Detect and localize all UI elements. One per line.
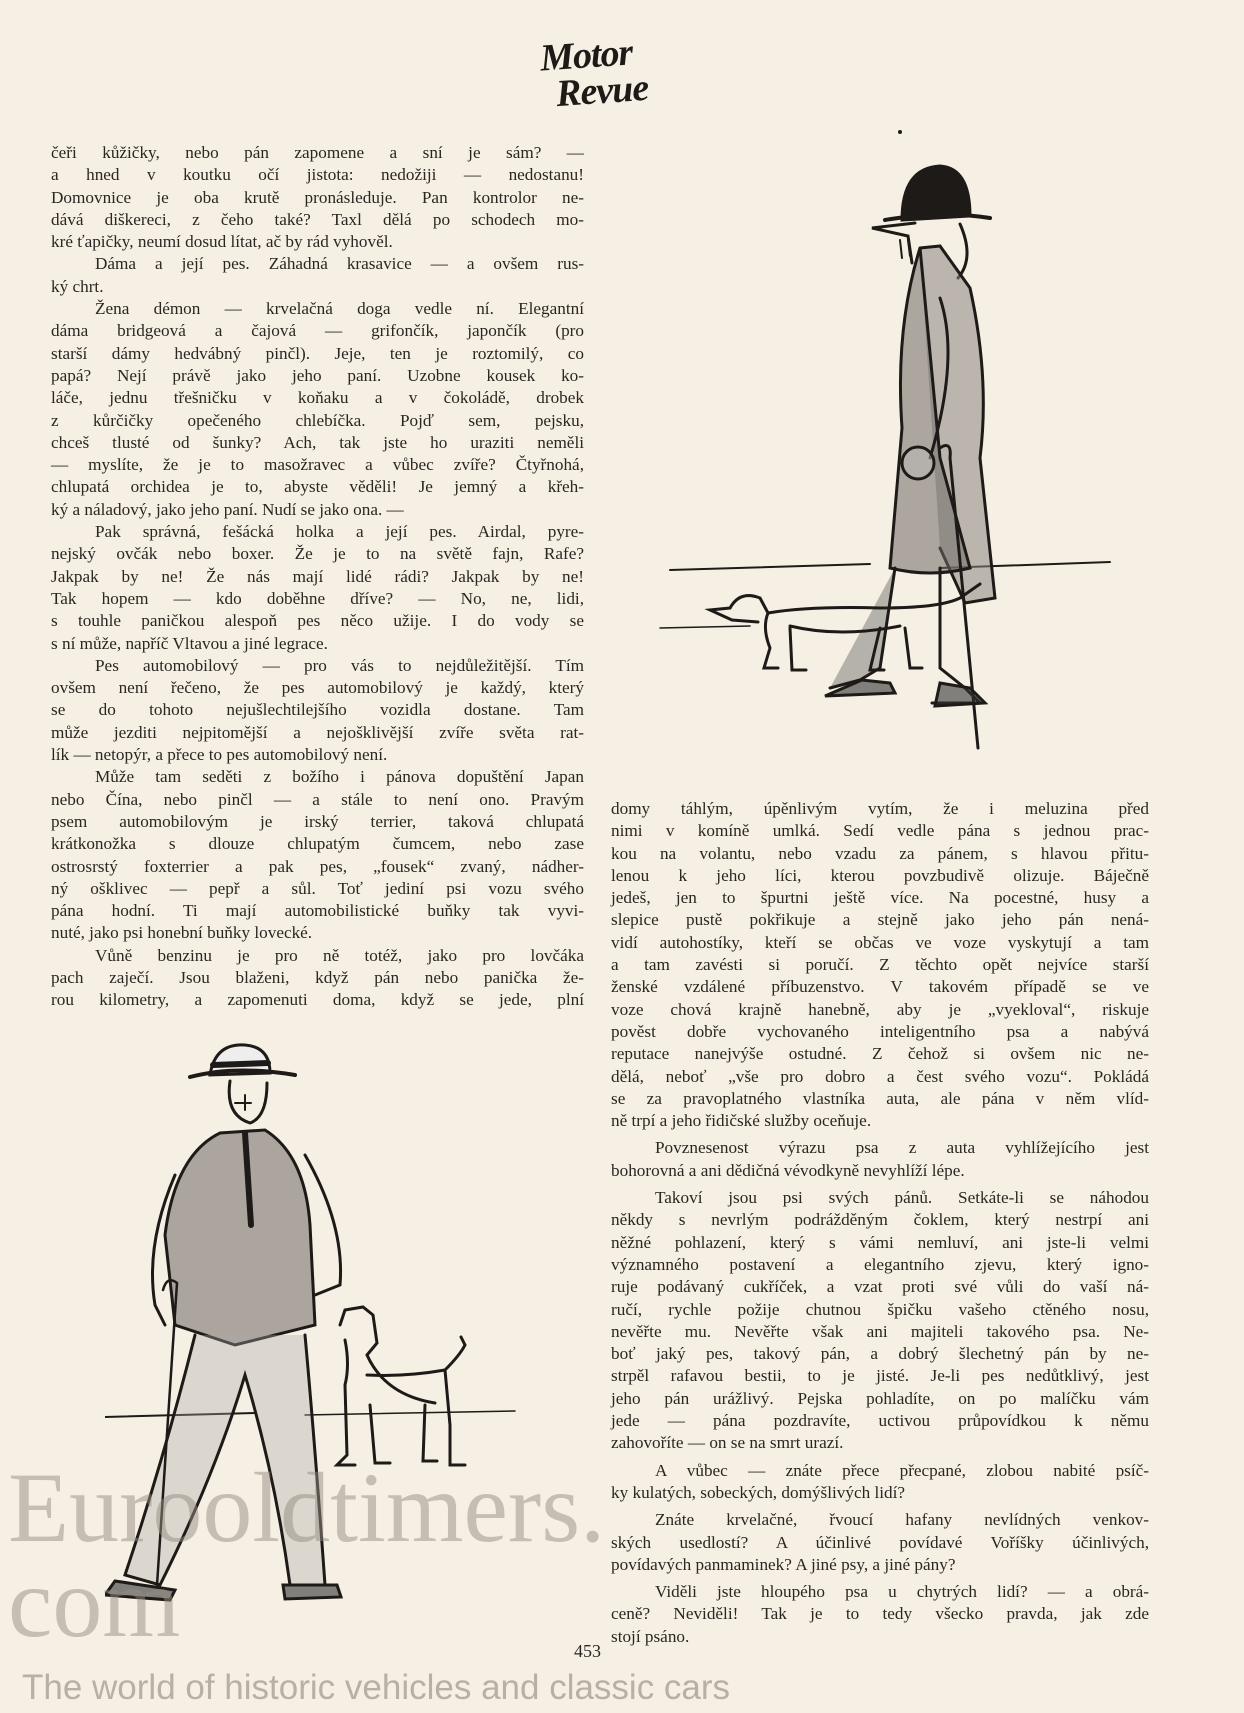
paragraph: [51, 521, 584, 655]
text-line: pach zaječí. Jsou blaženi, když pán nebo panička že-: [51, 967, 584, 987]
text-line: domy táhlým, úpěnlivým vytím, že i meluzina před: [611, 799, 1149, 818]
text-line: — myslíte, že je to masožravec a vůbec zvíře? Čtyřnohá,: [51, 455, 584, 475]
text-line: se do tohoto nejušlechtilejšího vozidla dostane. Tam: [51, 700, 584, 720]
text-line: stojí psáno.: [611, 1626, 690, 1646]
text-line: Povznesenost výrazu psa z auta vyhlížejícího jest: [655, 1138, 1149, 1158]
paragraph: [51, 766, 584, 944]
text-line: ký a náladový, jako jeho paní. Nudí se jako ona. —: [51, 499, 404, 519]
text-line: jedeš, jen to špurtni ještě více. Na pocestné, husy a: [611, 888, 1149, 908]
text-line: psem automobilovým je irský terrier, taková chlupatá: [51, 811, 584, 831]
illustration-man-with-dachshund: [640, 128, 1130, 778]
paragraph: [51, 298, 584, 521]
text-line: z kůrčičky opečeného chlebíčka. Pojď sem, pejsku,: [51, 410, 584, 430]
text-line: chceš tlusté od šunky? Ach, tak jste ho uraziti neměli: [51, 432, 584, 452]
logo-line-1: Motor: [538, 31, 634, 80]
paragraph: [51, 253, 584, 298]
text-line: pána hodní. Ti mají automobilistické buňky tak vyvi-: [51, 901, 584, 921]
text-line: ženské vzdálené příbuzenstvo. V takovém případě se ve: [611, 977, 1149, 997]
text-line: chlupatá orchidea je to, abyste věděli! Je jemný a křeh-: [51, 477, 584, 497]
text-line: lenou k jeho líci, kterou povzbudivě olizuje. Báječně: [611, 865, 1149, 885]
text-line: kou na volantu, nebo vzadu za pánem, s hlavou přitu-: [611, 843, 1149, 863]
text-line: boť jaký pes, takový pán, a dobrý šlechetný pán by ne-: [611, 1344, 1149, 1364]
text-line: pověst dobře vychovaného inteligentního psa a nabývá: [611, 1021, 1149, 1041]
left-text-column: [51, 142, 584, 1012]
text-line: může jezditi nejpitomější a nejošklivější zvíře světa rat-: [51, 722, 584, 742]
text-line: ských usedlostí? A účinlivé povídavé Voříšky účinlivých,: [611, 1532, 1149, 1552]
text-line: nebo Čína, nebo pinčl — a stále to není ono. Pravým: [51, 789, 584, 809]
text-line: Tak hopem — kdo doběhne dříve? — No, ne, lidi,: [51, 588, 584, 608]
text-line: Viděli jste hloupého psa u chytrých lidí? — a obrá-: [655, 1582, 1149, 1602]
paragraph: [611, 1509, 1149, 1576]
text-line: Žena démon — krvelačná doga vedle ní. Elegantní: [95, 299, 584, 319]
paragraph: [611, 1137, 1149, 1182]
paragraph: [51, 945, 584, 1012]
text-line: nevěřte mu. Nevěřte však ani majiteli takového psa. Ne-: [611, 1321, 1149, 1341]
paragraph: [611, 798, 1149, 1132]
text-line: bohorovná a ani dědičná vévodkyně nevyhlíží lépe.: [611, 1160, 965, 1180]
text-line: strpěl rafavou bestii, to je jisté. Je-li pes nedůtklivý, jest: [611, 1366, 1149, 1386]
text-line: starší dámy hedvábný pinčl). Jeje, ten je roztomilý, co: [51, 343, 584, 363]
text-line: láče, jednu třešničku v koňaku a v čokoládě, drobek: [51, 388, 584, 408]
paragraph: [51, 655, 584, 766]
paragraph: [611, 1581, 1149, 1648]
page-number: 453: [574, 1641, 601, 1661]
text-line: ostrosrstý foxterrier a pak pes, „fousek“ zvaný, nádher-: [51, 856, 584, 876]
text-line: nuté, jako psi honební buňky lovecké.: [51, 923, 313, 943]
text-line: zahovoříte — on se na smrt urazí.: [611, 1433, 844, 1453]
text-line: Dáma a její pes. Záhadná krasavice — a ovšem rus-: [95, 254, 584, 274]
text-line: ovšem není řečeno, že pes automobilový je každý, který: [51, 678, 584, 698]
text-line: Jakpak by ne! Že nás mají lidé rádi? Jakpak by ne!: [51, 566, 584, 586]
text-line: někdy s nevrlým podrážděným čoklem, který nestrpí ani: [611, 1210, 1149, 1230]
text-line: významného postavení a elegantního zjevu, který igno-: [611, 1254, 1149, 1274]
text-line: dává diškereci, z čeho také? Taxl dělá po schodech mo-: [51, 209, 584, 229]
watermark-title: Eurooldtimers.com: [8, 1452, 606, 1658]
text-line: ky kulatých, sobeckých, domýšlivých lidí?: [611, 1482, 906, 1502]
text-line: ký chrt.: [51, 276, 104, 296]
text-line: kré ťapičky, neumí dosud lítat, ač by rád vyhověl.: [51, 232, 393, 252]
text-line: čeři kůžičky, nebo pán zapomene a sní je sám? —: [51, 143, 584, 162]
text-line: ně trpí a jeho řidičské služby oceňuje.: [611, 1111, 872, 1131]
text-line: něžné pohlazení, který s vámi nemluví, ani jste-li velmi: [611, 1232, 1149, 1252]
text-line: krátkonožka s dlouze chlupatým čumcem, nebo zase: [51, 834, 584, 854]
text-line: ceně? Neviděli! Tak je to tedy všecko pravda, jak zde: [611, 1604, 1149, 1624]
text-line: ruje podávaný cukříček, a vzat proti své vůli do vaší ná-: [611, 1277, 1149, 1297]
text-line: slepice pustě pokřikuje a stejně jako jeho pán nená-: [611, 910, 1149, 930]
right-text-column: [611, 798, 1149, 1648]
text-line: ný ošklivec — pepř a sůl. Toť jediní psi vozu svého: [51, 878, 584, 898]
watermark-tagline: The world of historic vehicles and classic cars: [22, 1668, 731, 1707]
text-line: reputace nanejvýše ostudné. Z čehož si ovšem nic ne-: [611, 1044, 1149, 1064]
text-line: s ní může, napříč Vltavou a jiné legrace.: [51, 633, 328, 653]
text-line: Vůně benzinu je pro ně totéž, jako pro lovčáka: [95, 945, 584, 965]
text-line: Může tam seděti z božího i pánova dopuštění Japan: [95, 767, 584, 787]
paragraph: [51, 142, 584, 253]
text-line: papá? Nejí právě jako jeho paní. Uzobne kousek ko-: [51, 365, 584, 385]
text-line: Pak správná, fešácká holka a její pes. Airdal, pyre-: [95, 522, 584, 542]
logo-line-2: Revue: [554, 66, 650, 116]
text-line: A vůbec — znáte přece přecpané, zlobou nabité psíč-: [655, 1460, 1149, 1480]
text-line: vidí autohostíky, kteří se občas ve voze vyskytují a tam: [611, 932, 1149, 952]
text-line: Znáte krvelačné, řvoucí hafany nevlídných venkov-: [655, 1510, 1149, 1530]
text-line: povídavých panmaminek? A jiné psy, a jiné pány?: [611, 1554, 956, 1574]
text-line: jeho pán urážlivý. Pejska pohladíte, on po malíčku vám: [611, 1388, 1149, 1408]
text-line: s touhle paničkou alespoň pes něco užije. I do vody se: [51, 611, 584, 631]
text-line: a tam zavésti si poručí. Z těchto opět nejvíce starší: [611, 955, 1149, 975]
magazine-logo: [538, 31, 675, 120]
text-line: se za pravoplatného vlastníka auta, ale pána v něm vlíd-: [611, 1088, 1149, 1108]
text-line: jede — pána pozdravíte, uctivou průpovídkou k němu: [611, 1411, 1149, 1431]
text-line: nejský ovčák nebo boxer. Že je to na světě fajn, Rafe?: [51, 544, 584, 564]
text-line: a hned v koutku očí jistota: nedožiji — nedostanu!: [51, 165, 584, 185]
text-line: voze chová krajně hanebně, aby je „vyekloval“, riskuje: [611, 999, 1149, 1019]
text-line: rou kilometry, a zapomenuti doma, když se jede, plní: [51, 990, 584, 1010]
paragraph: [611, 1187, 1149, 1455]
text-line: dělá, neboť „vše pro dobro a čest svého vozu“. Pokládá: [611, 1066, 1149, 1086]
text-line: Pes automobilový — pro vás to nejdůležitější. Tím: [95, 655, 584, 675]
text-line: Domovnice je oba krutě pronásleduje. Pan kontrolor ne-: [51, 187, 584, 207]
text-line: nimi v komíně umlká. Sedí vedle pána s jednou prac-: [611, 821, 1149, 841]
paragraph: [611, 1460, 1149, 1505]
text-line: lík — netopýr, a přece to pes automobilový není.: [51, 745, 388, 765]
text-line: Takoví jsou psi svých pánů. Setkáte-li se náhodou: [655, 1188, 1149, 1208]
text-line: ručí, rychle požije chutnou špičku vašeho ctěného nosu,: [611, 1299, 1149, 1319]
text-line: dáma bridgeová a čajová — grifončík, japončík (pro: [51, 321, 584, 341]
